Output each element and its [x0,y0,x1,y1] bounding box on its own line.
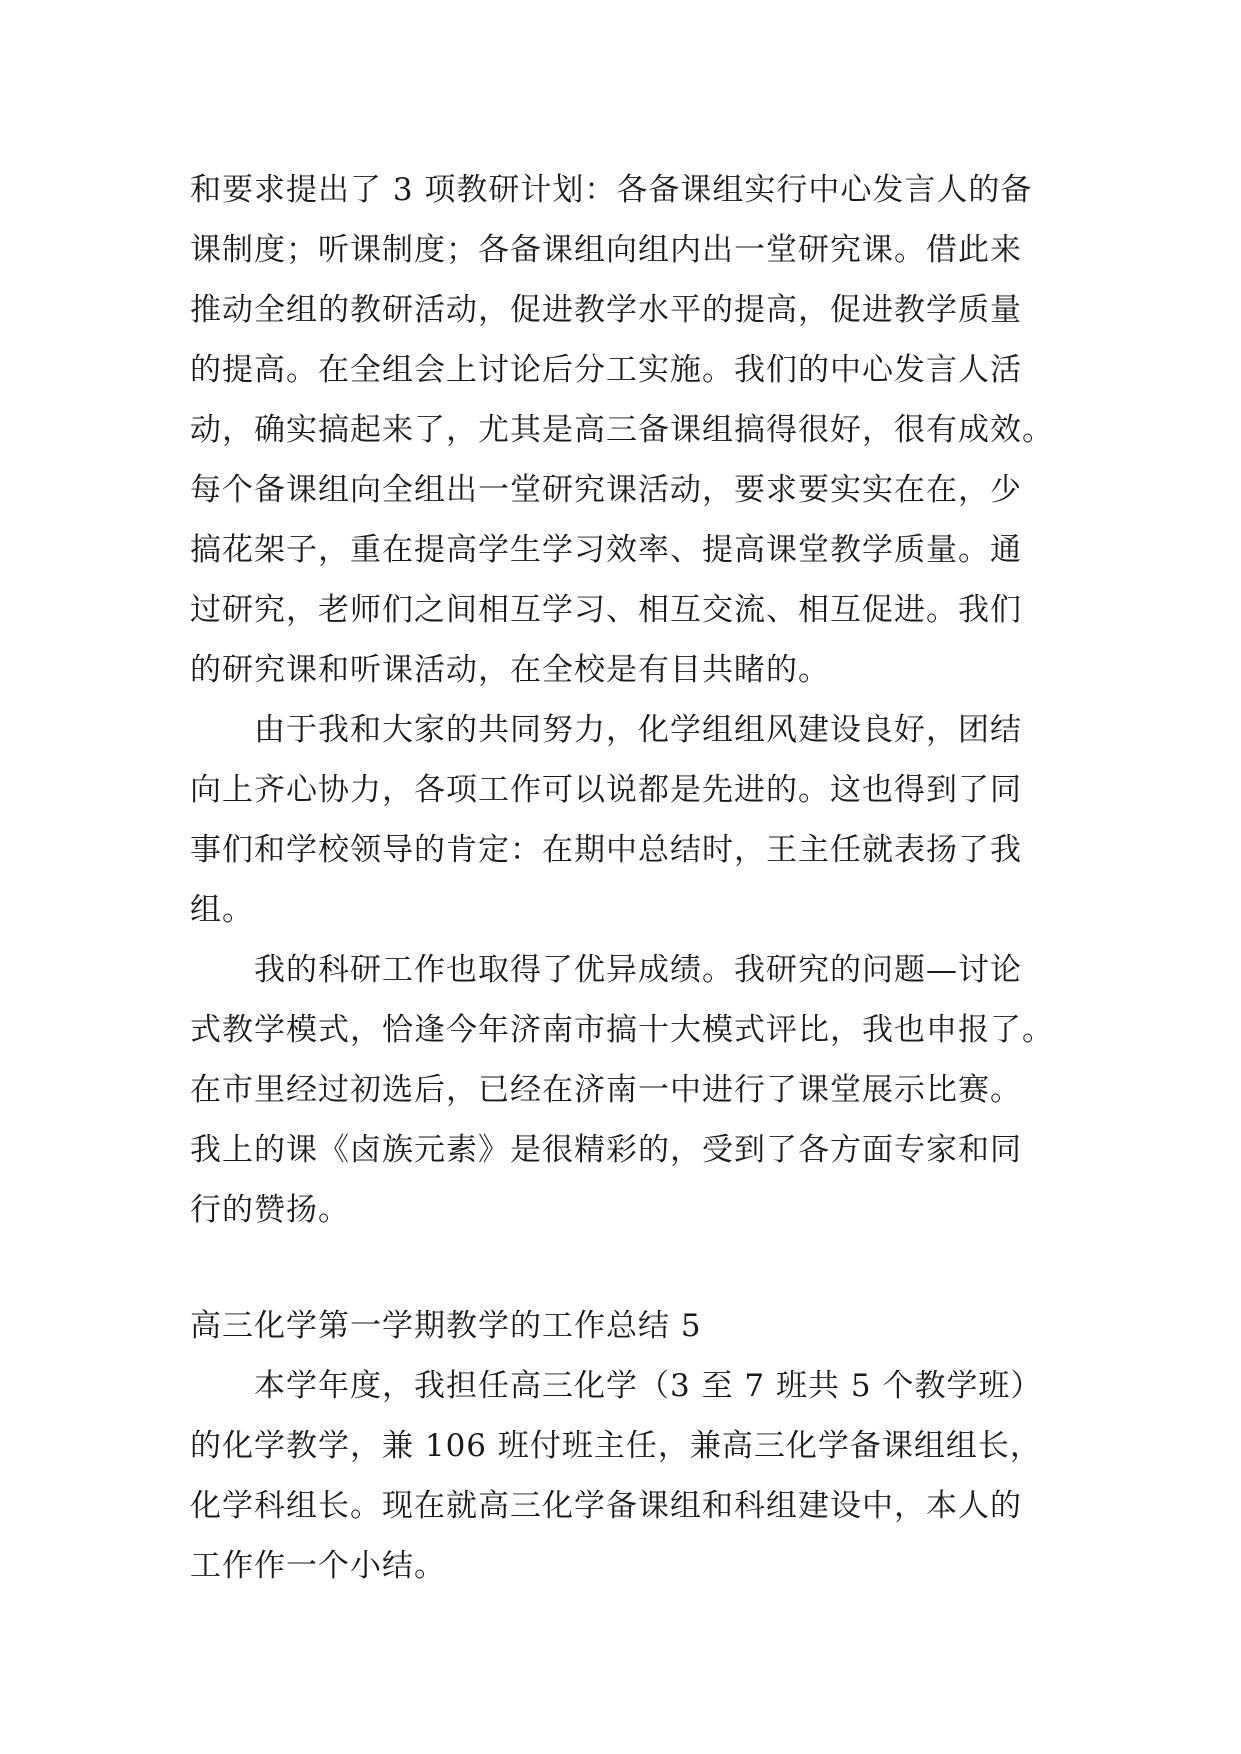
text-line: 搞花架子，重在提高学生学习效率、提高课堂教学质量。通 [190,532,1022,568]
text-line: 本学年度，我担任高三化学（3 至 7 班共 5 个教学班） [254,1368,1043,1404]
text-line: 工作作一个小结。 [190,1548,446,1584]
paragraph-group-spirit [190,700,1070,940]
section-gap [190,1240,1070,1296]
text-line: 和要求提出了 3 项教研计划：各备课组实行中心发言人的备 [190,172,1033,208]
text-line: 推动全组的教研活动，促进教学水平的提高，促进教学质量 [190,292,1022,328]
text-line: 组。 [190,892,254,928]
paragraph-research-results [190,940,1070,1240]
text-line: 化学科组长。现在就高三化学备课组和科组建设中，本人的 [190,1488,1022,1524]
text-line: 由于我和大家的共同努力，化学组组风建设良好，团结 [254,712,1022,748]
text-line: 的化学教学，兼 106 班付班主任，兼高三化学备课组组长， [190,1428,1042,1464]
text-line: 行的赞扬。 [190,1192,350,1228]
text-line: 我的科研工作也取得了优异成绩。我研究的问题—讨论 [254,952,1022,988]
paragraph-annual-duties [190,1356,1070,1596]
text-line: 向上齐心协力，各项工作可以说都是先进的。这也得到了同 [190,772,1022,808]
text-line: 动，确实搞起来了，尤其是高三备课组搞得很好，很有成效。 [190,412,1054,448]
text-line: 的提高。在全组会上讨论后分工实施。我们的中心发言人活 [190,352,1022,388]
document-body [190,160,1070,1596]
text-line: 每个备课组向全组出一堂研究课活动，要求要实实在在，少 [190,472,1022,508]
text-line: 事们和学校领导的肯定：在期中总结时，王主任就表扬了我 [190,832,1022,868]
paragraph-teaching-research [190,160,1070,700]
text-line: 在市里经过初选后，已经在济南一中进行了课堂展示比赛。 [190,1072,1022,1108]
section-title: 高三化学第一学期教学的工作总结 5 [190,1308,702,1344]
text-line: 过研究，老师们之间相互学习、相互交流、相互促进。我们 [190,592,1022,628]
text-line: 式教学模式，恰逢今年济南市搞十大模式评比，我也申报了。 [190,1012,1054,1048]
text-line: 我上的课《卤族元素》是很精彩的，受到了各方面专家和同 [190,1132,1022,1168]
text-line: 的研究课和听课活动，在全校是有目共睹的。 [190,652,830,688]
text-line: 课制度；听课制度；各备课组向组内出一堂研究课。借此来 [190,232,1022,268]
